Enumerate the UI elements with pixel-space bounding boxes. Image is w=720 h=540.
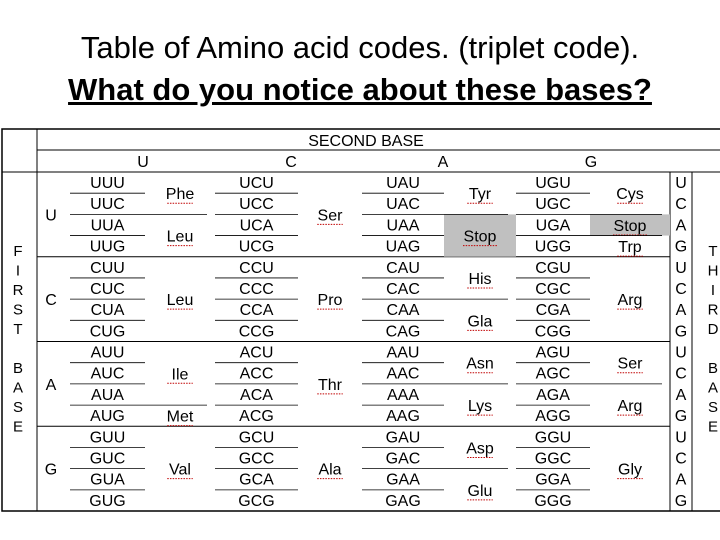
first-base-a: A [45,376,57,394]
third-base-letter: I [710,282,716,299]
codon: CGC [535,280,571,298]
codon: CUA [90,302,125,320]
codon: GAA [386,471,420,489]
third-base-letter: B [707,360,719,377]
codon: UGG [534,238,572,256]
codon: UAU [386,175,420,192]
codon: UGU [535,175,571,192]
third-base-u: U [675,429,687,447]
codon: CAG [385,323,421,341]
codon: GAC [385,450,421,468]
amino-acid: Met [166,408,194,426]
codon: CUU [90,259,125,277]
amino-acid: Lys [467,398,493,416]
codon: UUA [90,217,125,235]
codon: GUG [89,492,126,510]
first-base-letter: B [12,360,24,377]
first-base-letter: E [12,418,24,436]
codon: ACA [240,386,273,404]
first-base-g: G [44,461,58,479]
codon: ACU [239,344,274,362]
third-base-a: A [675,386,687,404]
third-base-letter: A [707,379,719,397]
third-base-letter: S [707,399,719,416]
codon: CCC [239,280,274,298]
codon: AUG [90,408,125,426]
amino-acid: Cys [616,186,644,204]
third-base-c: C [675,280,687,298]
codon: AGC [535,365,571,383]
codon: CAU [386,259,420,277]
amino-acid: Ser [617,355,643,373]
third-base-g: G [674,408,688,426]
third-base-g: G [674,492,688,510]
third-base-a: A [675,471,687,489]
codon: CGA [535,302,571,320]
first-base-letter: S [12,399,24,416]
amino-acid: Tyr [468,186,492,204]
amino-acid: Trp [618,239,642,257]
codon: GGG [534,492,572,510]
first-base-c: C [45,292,57,310]
third-base-letter: E [707,418,719,436]
amino-acid: Thr [318,376,342,394]
amino-acid: Leu [166,228,194,246]
codon: CCA [239,302,274,320]
codon: AAG [386,408,420,426]
codon: GCA [239,471,274,489]
codon: AUA [91,386,124,404]
title-line-2: What do you notice about these bases? [68,72,652,107]
codon: UUU [90,175,125,192]
amino-acid: Arg [617,292,643,310]
codon: UAG [385,238,421,256]
amino-acid: Glu [467,482,493,500]
first-base-letter: T [13,321,23,338]
title-line-1: Table of Amino acid codes. (triplet code). [80,30,640,65]
codon: AGU [535,344,571,362]
first-base-u: U [45,207,57,225]
codon: UGC [535,196,571,214]
codon: AUU [90,344,125,362]
second-base-c: C [285,154,297,171]
codon: GCG [238,492,275,510]
amino-acid: Arg [617,398,643,416]
third-base-c: C [675,196,687,214]
third-base-a: A [675,217,687,235]
codon: CAA [386,302,420,320]
codon: CCG [238,323,275,341]
codon: ACG [239,408,274,426]
codon: GGU [534,429,572,447]
amino-acid: Gly [618,461,642,479]
codon: GGC [534,450,572,468]
third-base-c: C [675,365,687,383]
amino-acid: Ser [317,207,343,225]
amino-acid: His [468,270,492,288]
codon: CGU [535,259,571,277]
codon: UCG [238,238,275,256]
amino-acid: Pro [317,292,343,310]
amino-acid: Asp [466,440,494,458]
codon: GCU [238,429,275,447]
first-base-letter: R [12,282,24,299]
codon: GAG [385,492,421,510]
codon: GAU [385,429,421,447]
second-base-a: A [437,154,449,171]
codon: CUG [89,323,126,341]
codon: GUC [89,450,126,468]
amino-acid: Ala [318,461,342,479]
codon: UAC [386,196,420,214]
third-base-letter: R [707,301,719,319]
amino-acid: Phe [165,186,195,204]
amino-acid: Gla [467,313,493,331]
amino-acid: Val [169,461,191,479]
third-base-g: G [674,238,688,256]
third-base-letter: D [707,321,719,338]
codon: UUG [89,238,126,256]
codon: CAC [386,280,420,298]
first-base-letter: F [13,243,23,260]
second-base-u: U [137,154,149,171]
codon: AAA [386,386,420,404]
second-base-g: G [584,154,598,171]
third-base-letter: H [707,262,719,280]
second-base-label: SECOND BASE [308,133,424,150]
codon: UUC [90,196,125,214]
third-base-letter: T [708,243,718,260]
codon: UCC [239,196,274,214]
codon: UCA [239,217,274,235]
codon: AGG [535,408,571,426]
first-base-letter: A [12,379,24,397]
codon: GUA [90,471,125,489]
codon: UCU [239,175,274,192]
codon: UAA [386,217,420,235]
codon: GGA [535,471,571,489]
codon: ACC [239,365,274,383]
codon: GCC [238,450,275,468]
third-base-a: A [675,302,687,320]
codon: AAC [386,365,420,383]
codon: CCU [239,259,274,277]
third-base-u: U [675,175,687,192]
codon: CUC [90,280,125,298]
codon: GUU [89,429,126,447]
amino-acid: Leu [166,292,194,310]
third-base-u: U [675,259,687,277]
amino-acid: Stop [463,228,497,246]
third-base-g: G [674,323,688,341]
codon: UGA [535,217,571,235]
amino-acid: Stop [613,217,647,235]
third-base-u: U [675,344,687,362]
codon: CGG [534,323,572,341]
amino-acid: Ile [171,366,189,384]
codon: AGA [536,386,570,404]
third-base-c: C [675,450,687,468]
first-base-letter: I [15,262,21,280]
amino-acid: Asn [466,355,494,373]
first-base-letter: S [12,301,24,319]
codon: AAU [386,344,420,362]
codon: AUC [90,365,125,383]
